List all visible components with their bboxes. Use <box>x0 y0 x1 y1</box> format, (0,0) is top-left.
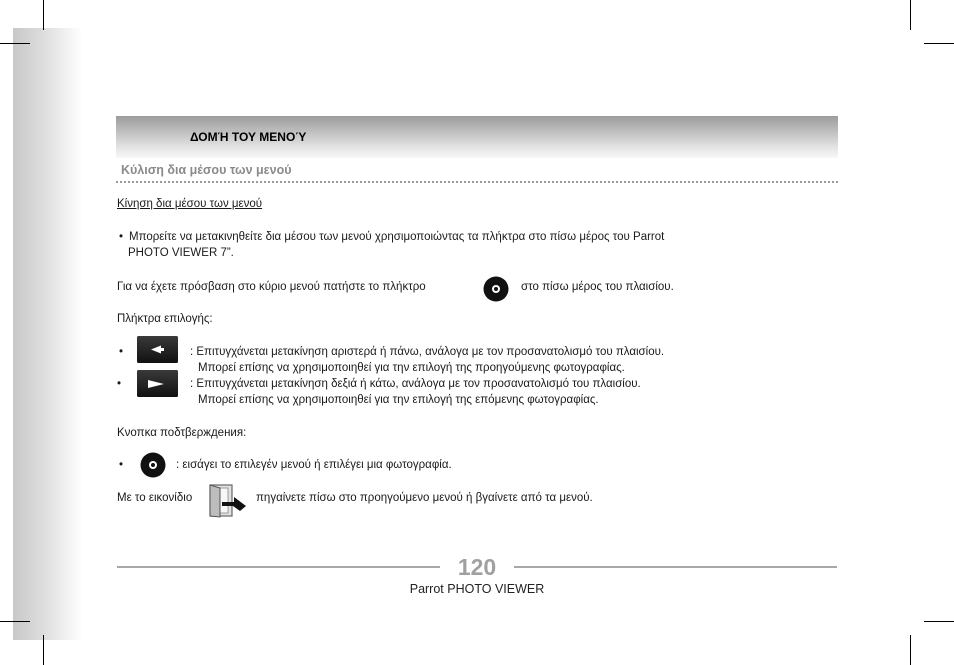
exit-description: πηγαίνετε πίσω στο προηγούμενο μενού ή βγαίνετε από τα μενού. <box>256 492 593 504</box>
crop-mark <box>0 43 30 44</box>
left-arrow-key-icon <box>137 336 178 363</box>
crop-mark <box>924 43 954 44</box>
left-key-description-2: Μπορεί επίσης να χρησιμοποιηθεί για την επιλογή της προηγούμενης φωτογραφίας. <box>198 362 625 374</box>
access-text: Για να έχετε πρόσβαση στο κύριο μενού πατήστε το πλήκτρο <box>117 281 426 293</box>
footer-rule-left <box>117 566 440 568</box>
intro-text-line1: Μπορείτε να μετακινηθείτε δια μέσου των μενού χρησιμοποιώντας τα πλήκτρα στο πίσω μέρος του Parrot <box>129 231 665 243</box>
crop-mark <box>910 635 911 665</box>
exit-text: Με το εικονίδιο <box>117 492 193 504</box>
round-button-icon <box>483 276 509 302</box>
page-title: ΔΟΜΉ ΤΟΥ ΜΕΝΟΎ <box>190 130 307 144</box>
bullet-marker: • <box>119 459 124 471</box>
section-heading: Κίνηση δια μέσου των μενού <box>117 198 263 210</box>
crop-mark <box>43 635 44 665</box>
right-key-description-2: Μπορεί επίσης να χρησιμοποιηθεί για την επιλογή της επόμενης φωτογραφίας. <box>198 394 599 406</box>
access-text-end: στο πίσω μέρος του πλαισίου. <box>521 281 674 293</box>
bullet-marker: • <box>119 346 124 358</box>
intro-text-line2: PHOTO VIEWER 7”. <box>128 247 234 259</box>
footer-brand: Parrot PHOTO VIEWER <box>409 582 545 596</box>
bullet-marker: • <box>119 231 124 243</box>
right-key-description: : Επιτυγχάνεται μετακίνηση δεξιά ή κάτω, ανάλογα με τον προσανατολισμό του πλαισίου. <box>190 378 641 390</box>
page-number: 120 <box>457 554 497 580</box>
crop-mark <box>924 621 954 622</box>
crop-mark <box>43 0 44 30</box>
round-button-icon <box>140 452 166 478</box>
bullet-marker: • <box>117 378 122 390</box>
confirm-description: : εισάγει το επιλεγέν μενού ή επιλέγει μια φωτογραφία. <box>176 459 452 471</box>
side-gradient-band <box>13 28 83 640</box>
dotted-divider <box>116 181 838 183</box>
selection-heading: Πλήκτρα επιλογής: <box>117 313 213 325</box>
page-subtitle: Κύλιση δια μέσου των μενού <box>121 163 292 177</box>
left-key-description: : Επιτυγχάνεται μετακίνηση αριστερά ή πάνω, ανάλογα με τον προσανατολισμό του πλαισίου. <box>190 346 665 358</box>
crop-mark <box>910 0 911 30</box>
right-arrow-key-icon <box>137 370 178 397</box>
confirm-heading: Κνοπκα ποδτβερждения: <box>117 427 247 439</box>
crop-mark <box>0 621 30 622</box>
door-exit-icon <box>209 484 249 518</box>
footer-rule-right <box>514 566 837 568</box>
